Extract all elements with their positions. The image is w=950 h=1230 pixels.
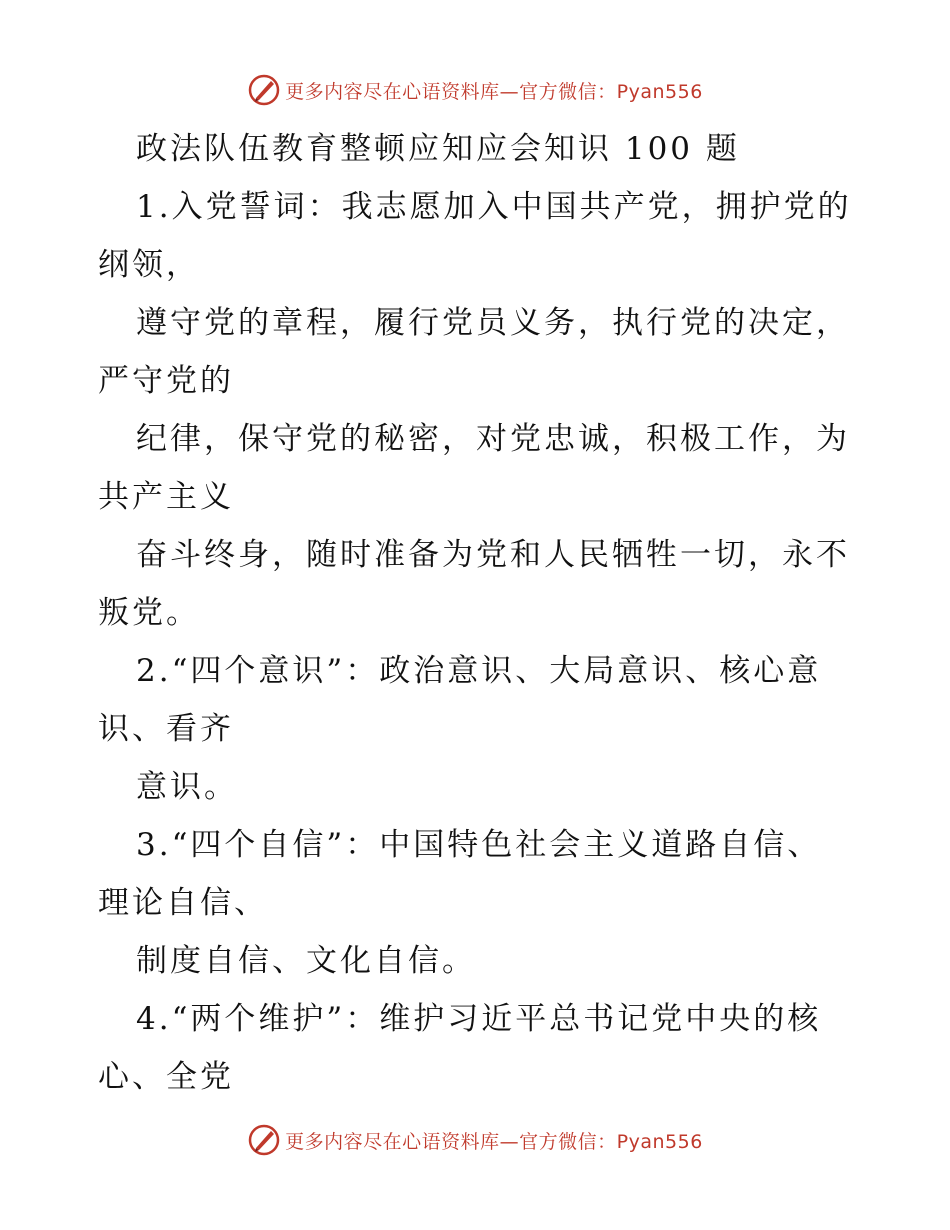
text-line: 意识。 (136, 769, 238, 805)
text-line: 纪律，保守党的秘密，对党忠诚，积极工作，为 (136, 421, 850, 457)
document-body (98, 120, 858, 1106)
quill-seal-icon (247, 1123, 281, 1157)
header-watermark-banner (0, 70, 950, 110)
footer-watermark-banner (0, 1120, 950, 1160)
text-line: 4.“两个维护”：维护习近平总书记党中央的核 (136, 1001, 822, 1037)
text-line: 2.“四个意识”：政治意识、大局意识、核心意 (136, 653, 822, 689)
quill-seal-icon (247, 73, 281, 107)
text-line: 严守党的 (98, 363, 234, 399)
text-line: 纲领， (98, 247, 200, 283)
text-line: 制度自信、文化自信。 (136, 943, 476, 979)
text-line: 1.入党誓词：我志愿加入中国共产党，拥护党的 (136, 189, 852, 225)
text-line: 3.“四个自信”：中国特色社会主义道路自信、 (136, 827, 822, 863)
text-line: 识、看齐 (98, 711, 234, 747)
text-line: 遵守党的章程，履行党员义务，执行党的决定， (136, 305, 850, 341)
text-line: 心、全党 (98, 1059, 234, 1095)
document-title: 政法队伍教育整顿应知应会知识 100 题 (136, 131, 740, 167)
footer-banner-text: 更多内容尽在心语资料库—官方微信：Pyan556 (285, 1130, 703, 1153)
header-banner-text: 更多内容尽在心语资料库—官方微信：Pyan556 (285, 80, 703, 103)
text-line: 奋斗终身，随时准备为党和人民牺牲一切，永不 (136, 537, 850, 573)
text-line: 叛党。 (98, 595, 200, 631)
text-line: 共产主义 (98, 479, 234, 515)
text-line: 理论自信、 (98, 885, 268, 921)
